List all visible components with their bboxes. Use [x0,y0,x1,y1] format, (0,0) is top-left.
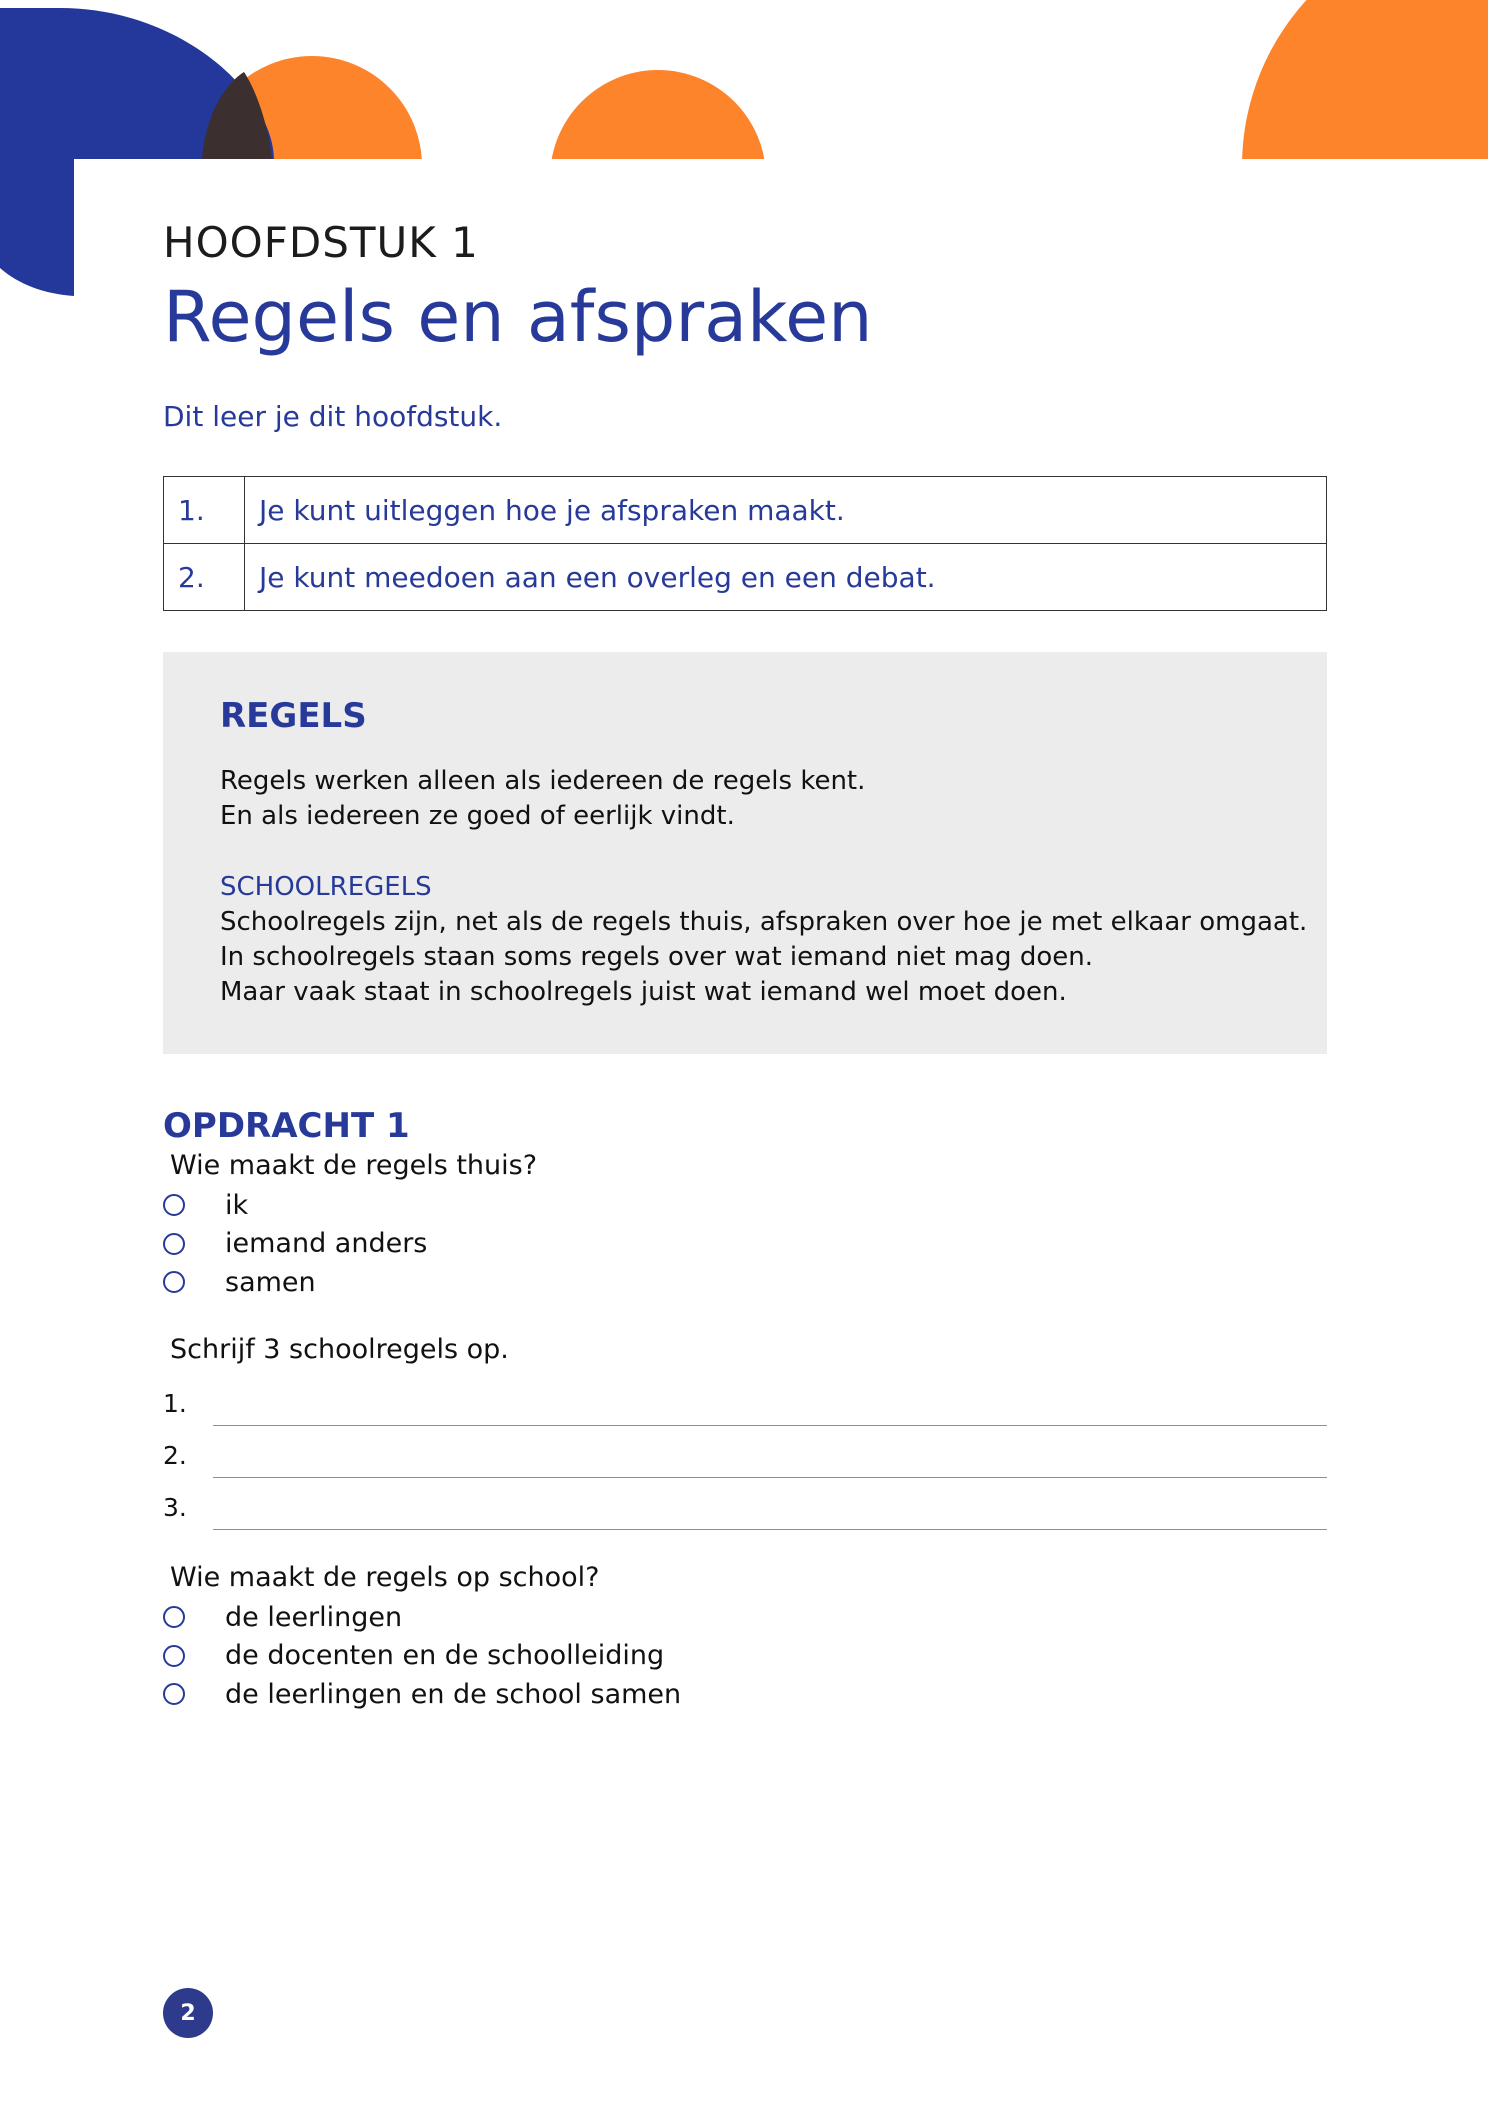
goal-number: 2. [164,544,245,611]
info-box-content [220,694,1308,1010]
write-number: 2. [163,1441,187,1470]
option-label: iemand anders [225,1228,428,1260]
info-line: In schoolregels staan soms regels over wat iemand niet mag doen. [220,942,1093,972]
learning-goals-table [163,476,1327,611]
question-school-rules-who: Wie maakt de regels op school? [170,1562,600,1593]
radio-button[interactable] [163,1606,185,1628]
write-row[interactable] [163,1374,1327,1426]
info-line: En als iedereen ze goed of eerlijk vindt. [220,801,735,831]
write-number: 3. [163,1493,187,1522]
option-item[interactable] [163,1598,681,1637]
goal-number: 1. [164,477,245,544]
info-line: Schoolregels zijn, net als de regels thuis, afspraken over hoe je met elkaar omgaat. [220,907,1308,937]
radio-button[interactable] [163,1645,185,1667]
table-row [164,477,1327,544]
answer-line[interactable] [213,1528,1327,1530]
header-decoration [0,0,1488,320]
goal-text: Je kunt uitleggen hoe je afspraken maakt. [245,477,1327,544]
option-label: de leerlingen [225,1601,403,1633]
info-box-regels [163,652,1327,1054]
page-title: Regels en afspraken [163,276,873,358]
question-school-rules-write: Schrijf 3 schoolregels op. [170,1334,509,1365]
write-lines [163,1374,1327,1530]
option-label: de leerlingen en de school samen [225,1678,682,1710]
answer-line[interactable] [213,1476,1327,1478]
info-line: Regels werken alleen als iedereen de regels kent. [220,766,866,796]
goal-text: Je kunt meedoen aan een overleg en een debat. [245,544,1327,611]
assignment-title: OPDRACHT 1 [163,1106,410,1146]
info-box-subheading: SCHOOLREGELS [220,872,432,902]
options-home-rules [163,1186,427,1302]
table-row [164,544,1327,611]
option-label: de docenten en de schoolleiding [225,1640,665,1672]
answer-line[interactable] [213,1424,1327,1426]
radio-button[interactable] [163,1683,185,1705]
question-home-rules: Wie maakt de regels thuis? [170,1150,538,1181]
write-row[interactable] [163,1478,1327,1530]
option-item[interactable] [163,1186,427,1225]
option-label: ik [225,1189,249,1221]
page-number-badge: 2 [163,1988,213,2038]
options-school-rules [163,1598,681,1714]
info-box-heading: REGELS [220,696,367,736]
option-label: samen [225,1266,316,1298]
option-item[interactable] [163,1675,681,1714]
option-item[interactable] [163,1637,681,1676]
radio-button[interactable] [163,1194,185,1216]
write-row[interactable] [163,1426,1327,1478]
option-item[interactable] [163,1263,427,1302]
info-line: Maar vaak staat in schoolregels juist wat iemand wel moet doen. [220,977,1067,1007]
option-item[interactable] [163,1225,427,1264]
intro-text: Dit leer je dit hoofdstuk. [163,400,503,433]
radio-button[interactable] [163,1271,185,1293]
radio-button[interactable] [163,1233,185,1255]
write-number: 1. [163,1389,187,1418]
chapter-label: HOOFDSTUK 1 [163,218,479,267]
